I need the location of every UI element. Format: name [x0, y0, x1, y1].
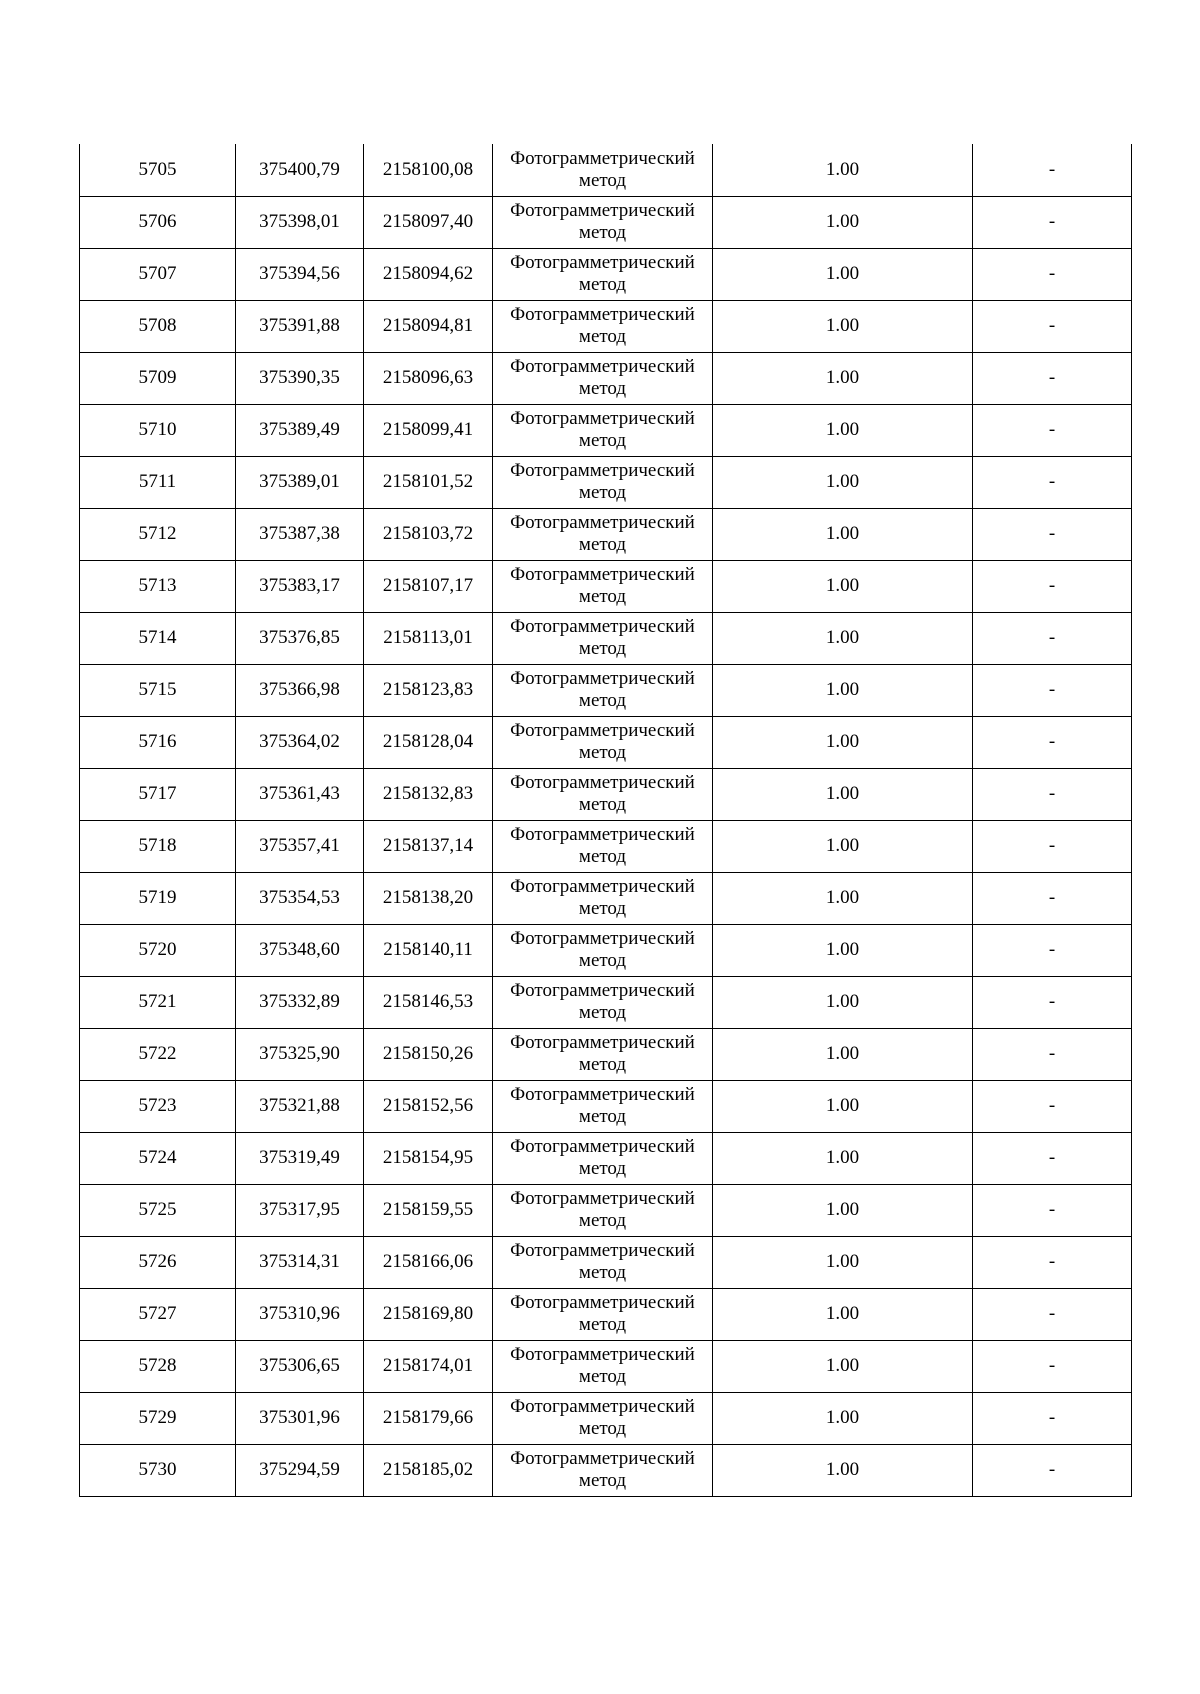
- y-coordinate-cell: 2158123,83: [364, 664, 493, 716]
- table-row: [80, 144, 1132, 196]
- table-row: [80, 1132, 1132, 1184]
- method-cell: Фотограмметрический метод: [493, 196, 713, 248]
- x-coordinate-cell: 375394,56: [236, 248, 364, 300]
- table-row: [80, 196, 1132, 248]
- table-row: [80, 924, 1132, 976]
- y-coordinate-cell: 2158152,56: [364, 1080, 493, 1132]
- y-coordinate-cell: 2158159,55: [364, 1184, 493, 1236]
- method-cell: Фотограмметрический метод: [493, 508, 713, 560]
- point-number-cell: 5712: [80, 508, 236, 560]
- point-number-cell: 5720: [80, 924, 236, 976]
- table-row: [80, 976, 1132, 1028]
- table-row: [80, 352, 1132, 404]
- x-coordinate-cell: 375361,43: [236, 768, 364, 820]
- note-cell: -: [973, 1080, 1132, 1132]
- table-row: [80, 560, 1132, 612]
- point-number-cell: 5721: [80, 976, 236, 1028]
- method-cell: Фотограмметрический метод: [493, 560, 713, 612]
- note-cell: -: [973, 612, 1132, 664]
- y-coordinate-cell: 2158101,52: [364, 456, 493, 508]
- table-row: [80, 1288, 1132, 1340]
- table-row: [80, 1340, 1132, 1392]
- y-coordinate-cell: 2158113,01: [364, 612, 493, 664]
- table-row: [80, 1028, 1132, 1080]
- note-cell: -: [973, 456, 1132, 508]
- y-coordinate-cell: 2158107,17: [364, 560, 493, 612]
- note-cell: -: [973, 716, 1132, 768]
- table-row: [80, 1236, 1132, 1288]
- method-cell: Фотограмметрический метод: [493, 300, 713, 352]
- accuracy-cell: 1.00: [713, 1132, 973, 1184]
- x-coordinate-cell: 375387,38: [236, 508, 364, 560]
- table-row: [80, 820, 1132, 872]
- note-cell: -: [973, 352, 1132, 404]
- method-cell: Фотограмметрический метод: [493, 924, 713, 976]
- method-cell: Фотограмметрический метод: [493, 664, 713, 716]
- y-coordinate-cell: 2158179,66: [364, 1392, 493, 1444]
- point-number-cell: 5729: [80, 1392, 236, 1444]
- x-coordinate-cell: 375348,60: [236, 924, 364, 976]
- y-coordinate-cell: 2158140,11: [364, 924, 493, 976]
- method-cell: Фотограмметрический метод: [493, 768, 713, 820]
- point-number-cell: 5705: [80, 144, 236, 196]
- accuracy-cell: 1.00: [713, 508, 973, 560]
- note-cell: -: [973, 1288, 1132, 1340]
- accuracy-cell: 1.00: [713, 924, 973, 976]
- point-number-cell: 5718: [80, 820, 236, 872]
- x-coordinate-cell: 375294,59: [236, 1444, 364, 1496]
- accuracy-cell: 1.00: [713, 352, 973, 404]
- x-coordinate-cell: 375366,98: [236, 664, 364, 716]
- note-cell: -: [973, 820, 1132, 872]
- x-coordinate-cell: 375400,79: [236, 144, 364, 196]
- note-cell: -: [973, 1132, 1132, 1184]
- accuracy-cell: 1.00: [713, 144, 973, 196]
- point-number-cell: 5713: [80, 560, 236, 612]
- table-row: [80, 716, 1132, 768]
- y-coordinate-cell: 2158169,80: [364, 1288, 493, 1340]
- y-coordinate-cell: 2158103,72: [364, 508, 493, 560]
- accuracy-cell: 1.00: [713, 976, 973, 1028]
- accuracy-cell: 1.00: [713, 1236, 973, 1288]
- y-coordinate-cell: 2158137,14: [364, 820, 493, 872]
- accuracy-cell: 1.00: [713, 196, 973, 248]
- table-row: [80, 1184, 1132, 1236]
- x-coordinate-cell: 375314,31: [236, 1236, 364, 1288]
- note-cell: -: [973, 768, 1132, 820]
- table-row: [80, 404, 1132, 456]
- coordinates-table: [79, 144, 1132, 1497]
- table-row: [80, 872, 1132, 924]
- table-row: [80, 508, 1132, 560]
- note-cell: -: [973, 196, 1132, 248]
- x-coordinate-cell: 375354,53: [236, 872, 364, 924]
- accuracy-cell: 1.00: [713, 300, 973, 352]
- point-number-cell: 5714: [80, 612, 236, 664]
- accuracy-cell: 1.00: [713, 1080, 973, 1132]
- x-coordinate-cell: 375319,49: [236, 1132, 364, 1184]
- note-cell: -: [973, 248, 1132, 300]
- x-coordinate-cell: 375325,90: [236, 1028, 364, 1080]
- point-number-cell: 5707: [80, 248, 236, 300]
- point-number-cell: 5716: [80, 716, 236, 768]
- method-cell: Фотограмметрический метод: [493, 1236, 713, 1288]
- note-cell: -: [973, 508, 1132, 560]
- method-cell: Фотограмметрический метод: [493, 404, 713, 456]
- x-coordinate-cell: 375376,85: [236, 612, 364, 664]
- x-coordinate-cell: 375321,88: [236, 1080, 364, 1132]
- point-number-cell: 5722: [80, 1028, 236, 1080]
- note-cell: -: [973, 1444, 1132, 1496]
- accuracy-cell: 1.00: [713, 612, 973, 664]
- y-coordinate-cell: 2158166,06: [364, 1236, 493, 1288]
- method-cell: Фотограмметрический метод: [493, 612, 713, 664]
- table-row: [80, 456, 1132, 508]
- method-cell: Фотограмметрический метод: [493, 820, 713, 872]
- point-number-cell: 5711: [80, 456, 236, 508]
- point-number-cell: 5724: [80, 1132, 236, 1184]
- x-coordinate-cell: 375332,89: [236, 976, 364, 1028]
- method-cell: Фотограмметрический метод: [493, 456, 713, 508]
- accuracy-cell: 1.00: [713, 404, 973, 456]
- y-coordinate-cell: 2158096,63: [364, 352, 493, 404]
- accuracy-cell: 1.00: [713, 716, 973, 768]
- x-coordinate-cell: 375398,01: [236, 196, 364, 248]
- table-row: [80, 300, 1132, 352]
- method-cell: Фотограмметрический метод: [493, 1132, 713, 1184]
- note-cell: -: [973, 1236, 1132, 1288]
- point-number-cell: 5717: [80, 768, 236, 820]
- y-coordinate-cell: 2158094,81: [364, 300, 493, 352]
- method-cell: Фотограмметрический метод: [493, 1288, 713, 1340]
- y-coordinate-cell: 2158150,26: [364, 1028, 493, 1080]
- note-cell: -: [973, 1340, 1132, 1392]
- method-cell: Фотограмметрический метод: [493, 144, 713, 196]
- table-row: [80, 248, 1132, 300]
- table-row: [80, 612, 1132, 664]
- note-cell: -: [973, 1028, 1132, 1080]
- point-number-cell: 5727: [80, 1288, 236, 1340]
- y-coordinate-cell: 2158174,01: [364, 1340, 493, 1392]
- method-cell: Фотограмметрический метод: [493, 352, 713, 404]
- note-cell: -: [973, 976, 1132, 1028]
- accuracy-cell: 1.00: [713, 1028, 973, 1080]
- point-number-cell: 5719: [80, 872, 236, 924]
- x-coordinate-cell: 375301,96: [236, 1392, 364, 1444]
- table-row: [80, 1080, 1132, 1132]
- table-row: [80, 664, 1132, 716]
- point-number-cell: 5730: [80, 1444, 236, 1496]
- method-cell: Фотограмметрический метод: [493, 872, 713, 924]
- point-number-cell: 5723: [80, 1080, 236, 1132]
- x-coordinate-cell: 375306,65: [236, 1340, 364, 1392]
- x-coordinate-cell: 375389,01: [236, 456, 364, 508]
- accuracy-cell: 1.00: [713, 820, 973, 872]
- y-coordinate-cell: 2158146,53: [364, 976, 493, 1028]
- accuracy-cell: 1.00: [713, 248, 973, 300]
- point-number-cell: 5726: [80, 1236, 236, 1288]
- point-number-cell: 5710: [80, 404, 236, 456]
- point-number-cell: 5728: [80, 1340, 236, 1392]
- note-cell: -: [973, 924, 1132, 976]
- table-row: [80, 768, 1132, 820]
- method-cell: Фотограмметрический метод: [493, 1028, 713, 1080]
- method-cell: Фотограмметрический метод: [493, 976, 713, 1028]
- point-number-cell: 5706: [80, 196, 236, 248]
- accuracy-cell: 1.00: [713, 1444, 973, 1496]
- method-cell: Фотограмметрический метод: [493, 1340, 713, 1392]
- accuracy-cell: 1.00: [713, 1184, 973, 1236]
- accuracy-cell: 1.00: [713, 1340, 973, 1392]
- y-coordinate-cell: 2158099,41: [364, 404, 493, 456]
- method-cell: Фотограмметрический метод: [493, 1392, 713, 1444]
- point-number-cell: 5725: [80, 1184, 236, 1236]
- accuracy-cell: 1.00: [713, 664, 973, 716]
- accuracy-cell: 1.00: [713, 456, 973, 508]
- y-coordinate-cell: 2158094,62: [364, 248, 493, 300]
- point-number-cell: 5708: [80, 300, 236, 352]
- x-coordinate-cell: 375364,02: [236, 716, 364, 768]
- accuracy-cell: 1.00: [713, 1392, 973, 1444]
- accuracy-cell: 1.00: [713, 872, 973, 924]
- table-row: [80, 1444, 1132, 1496]
- note-cell: -: [973, 404, 1132, 456]
- coordinates-table-body: [80, 144, 1132, 1496]
- x-coordinate-cell: 375391,88: [236, 300, 364, 352]
- y-coordinate-cell: 2158100,08: [364, 144, 493, 196]
- x-coordinate-cell: 375357,41: [236, 820, 364, 872]
- x-coordinate-cell: 375383,17: [236, 560, 364, 612]
- note-cell: -: [973, 1392, 1132, 1444]
- accuracy-cell: 1.00: [713, 1288, 973, 1340]
- note-cell: -: [973, 144, 1132, 196]
- point-number-cell: 5709: [80, 352, 236, 404]
- note-cell: -: [973, 664, 1132, 716]
- note-cell: -: [973, 872, 1132, 924]
- point-number-cell: 5715: [80, 664, 236, 716]
- y-coordinate-cell: 2158185,02: [364, 1444, 493, 1496]
- table-row: [80, 1392, 1132, 1444]
- method-cell: Фотограмметрический метод: [493, 248, 713, 300]
- y-coordinate-cell: 2158128,04: [364, 716, 493, 768]
- method-cell: Фотограмметрический метод: [493, 1444, 713, 1496]
- x-coordinate-cell: 375317,95: [236, 1184, 364, 1236]
- method-cell: Фотограмметрический метод: [493, 716, 713, 768]
- note-cell: -: [973, 1184, 1132, 1236]
- y-coordinate-cell: 2158138,20: [364, 872, 493, 924]
- accuracy-cell: 1.00: [713, 768, 973, 820]
- x-coordinate-cell: 375389,49: [236, 404, 364, 456]
- y-coordinate-cell: 2158132,83: [364, 768, 493, 820]
- x-coordinate-cell: 375310,96: [236, 1288, 364, 1340]
- method-cell: Фотограмметрический метод: [493, 1184, 713, 1236]
- y-coordinate-cell: 2158154,95: [364, 1132, 493, 1184]
- note-cell: -: [973, 560, 1132, 612]
- accuracy-cell: 1.00: [713, 560, 973, 612]
- method-cell: Фотограмметрический метод: [493, 1080, 713, 1132]
- x-coordinate-cell: 375390,35: [236, 352, 364, 404]
- y-coordinate-cell: 2158097,40: [364, 196, 493, 248]
- note-cell: -: [973, 300, 1132, 352]
